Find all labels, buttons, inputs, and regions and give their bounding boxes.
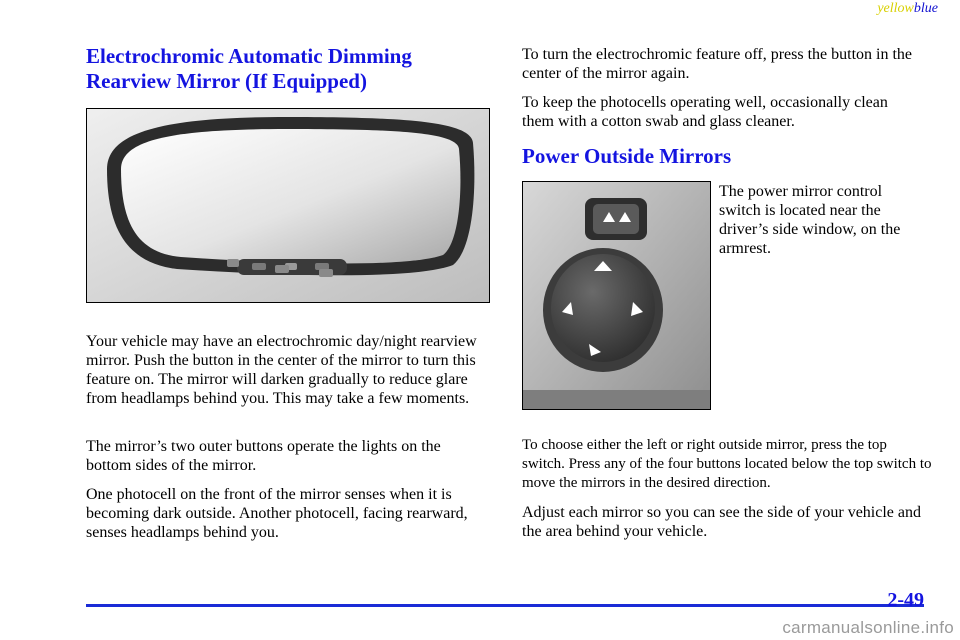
left-paragraph-2: The mirror’s two outer buttons operate the lights on the bottom sides of the mirror. [86,438,441,474]
watermark: carmanualsonline.info [782,618,954,637]
left-paragraph-3: One photocell on the front of the mirror senses when it is becoming dark outside. Another photocell, facing rearward, senses headlamps behind you. [86,486,468,541]
section-title-power-outside-mirrors: Power Outside Mirrors [522,144,732,168]
left-paragraph-1: Your vehicle may have an electrochromic day/night rearview mirror. Push the button in the center of the mirror to turn this feature on. The mirror will darken gradually to reduce glare from headlamps behind you. This may take a few moments. [86,333,477,407]
power-mirror-switch-image [522,181,711,410]
switch-caption: The power mirror control switch is located near the driver’s side window, on the armrest. [719,183,901,257]
mirror-right-button [315,263,329,270]
header-color-tag [877,1,938,17]
rearview-mirror-image [86,108,490,303]
rearview-mirror-illustration [87,109,489,302]
right-paragraph-3: To choose either the left or right outside mirror, press the top switch. Press any of the four buttons located below the top switch to move the mirrors in the desired direction. [522,437,932,491]
right-paragraph-1: To turn the electrochromic feature off, press the button in the center of the mirror again. [522,46,913,82]
left-right-selector-switch [593,204,639,234]
right-paragraph-2: To keep the photocells operating well, occasionally clean them with a cotton swab and glass cleaner. [522,94,888,130]
section-title-electrochromic-mirror: Electrochromic Automatic Dimming Rearview Mirror (If Equipped) [86,44,412,93]
mirror-left-button [252,263,266,270]
page-number: 2-49 [887,589,924,611]
footer-rule [86,604,924,607]
header-tag-blue: blue [913,1,938,16]
right-paragraph-4: Adjust each mirror so you can see the side of your vehicle and the area behind your vehicle. [522,504,921,540]
power-mirror-switch-illustration [523,182,710,409]
header-tag-yellow: yellow [877,1,914,16]
